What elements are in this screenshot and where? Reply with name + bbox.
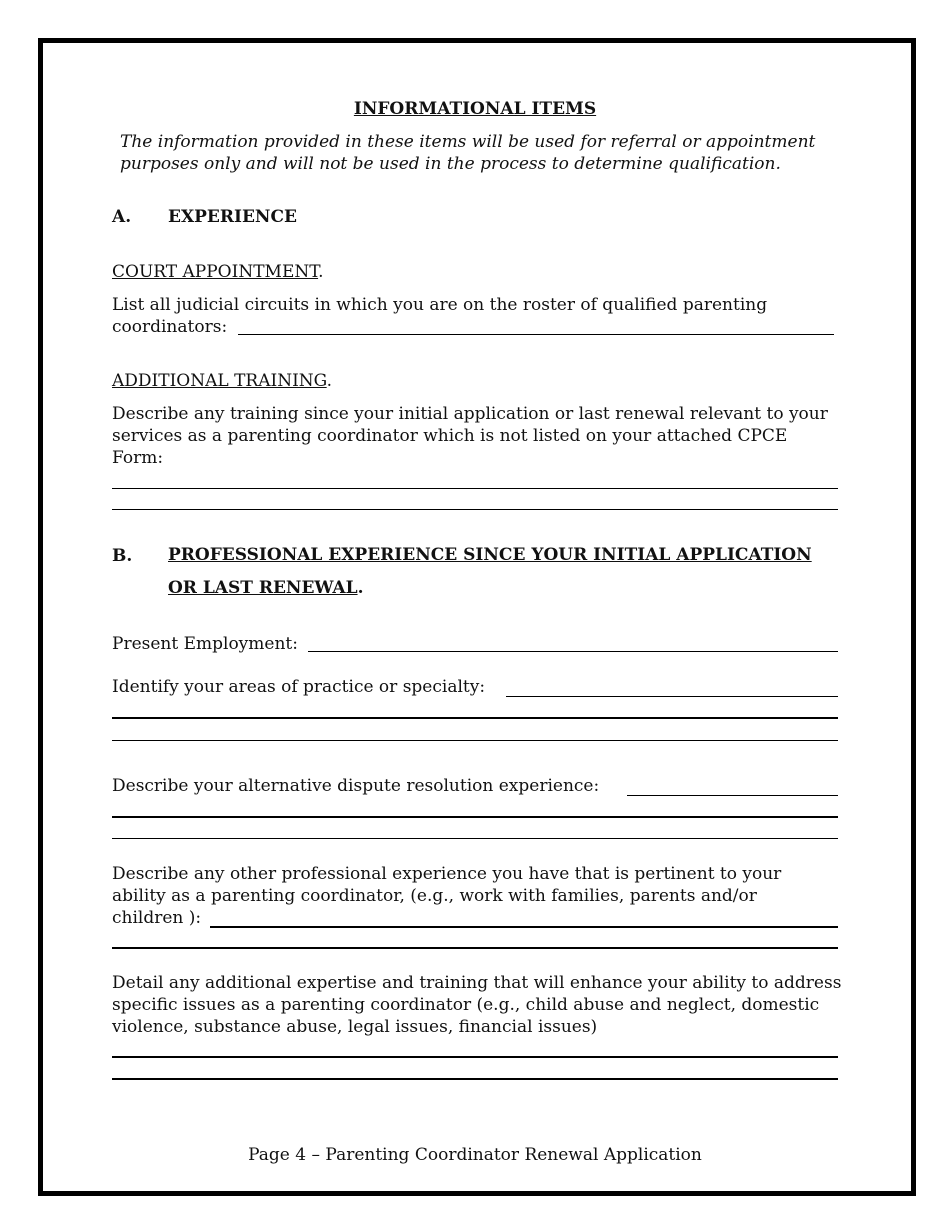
court-appointment-heading-text: COURT APPOINTMENT: [112, 262, 319, 282]
present-employment-field[interactable]: [308, 651, 838, 652]
additional-training-prompt: Describe any training since your initial application or last renewal relevant to your services as a parenting coordinator which is not listed on your attached CPCE Form:: [112, 404, 828, 468]
adr-experience-label: Describe your alternative dispute resolution experience:: [112, 776, 600, 796]
section-b-title-line2: OR LAST RENEWAL: [168, 578, 358, 598]
other-experience-field-2[interactable]: [112, 947, 838, 949]
section-a-title: EXPERIENCE: [168, 207, 297, 227]
additional-expertise-field-1[interactable]: [112, 1056, 838, 1058]
adr-experience-field-2[interactable]: [112, 816, 838, 818]
other-experience-line1: Describe any other professional experience you have that is pertinent to your: [112, 864, 782, 884]
additional-training-field-2[interactable]: [112, 509, 838, 510]
court-appointment-heading: COURT APPOINTMENT.: [112, 262, 324, 282]
present-employment-label: Present Employment:: [112, 634, 298, 654]
adr-experience-field-1[interactable]: [627, 795, 838, 796]
section-b-title: PROFESSIONAL EXPERIENCE SINCE YOUR INITIAL APPLICATION OR LAST RENEWAL.: [168, 545, 812, 598]
section-b-letter: B.: [112, 546, 133, 566]
page-footer: Page 4 – Parenting Coordinator Renewal Application: [248, 1145, 702, 1165]
additional-training-field-1[interactable]: [112, 488, 838, 489]
adr-experience-field-3[interactable]: [112, 838, 838, 839]
intro-text: The information provided in these items will be used for referral or appointment purposes only and will not be used in the process to determine qualification.: [120, 132, 816, 174]
section-a-letter: A.: [112, 207, 132, 227]
areas-of-practice-label: Identify your areas of practice or specialty:: [112, 677, 486, 697]
other-experience-label: [112, 863, 842, 929]
areas-of-practice-field-1[interactable]: [506, 696, 838, 697]
areas-of-practice-field-3[interactable]: [112, 740, 838, 741]
other-experience-field-1[interactable]: [210, 926, 838, 928]
additional-training-heading: ADDITIONAL TRAINING.: [112, 371, 333, 391]
other-experience-line2: ability as a parenting coordinator, (e.g., work with families, parents and/or: [112, 886, 757, 906]
court-appointment-prompt: List all judicial circuits in which you are on the roster of qualified parenting coordinators:: [112, 295, 768, 337]
additional-expertise-label: Detail any additional expertise and training that will enhance your ability to address specific issues as a parenting coordinator (e.g., child abuse and neglect, domestic violence, substance abuse, legal issues, financial issues): [112, 973, 842, 1037]
page-title: INFORMATIONAL ITEMS: [353, 99, 597, 119]
additional-training-heading-text: ADDITIONAL TRAINING: [112, 371, 327, 391]
judicial-circuits-field[interactable]: [238, 334, 834, 335]
areas-of-practice-field-2[interactable]: [112, 717, 838, 719]
additional-expertise-field-2[interactable]: [112, 1078, 838, 1080]
other-experience-line3: children ):: [112, 908, 202, 928]
section-b-title-line1: PROFESSIONAL EXPERIENCE SINCE YOUR INITIAL APPLICATION: [168, 545, 812, 565]
